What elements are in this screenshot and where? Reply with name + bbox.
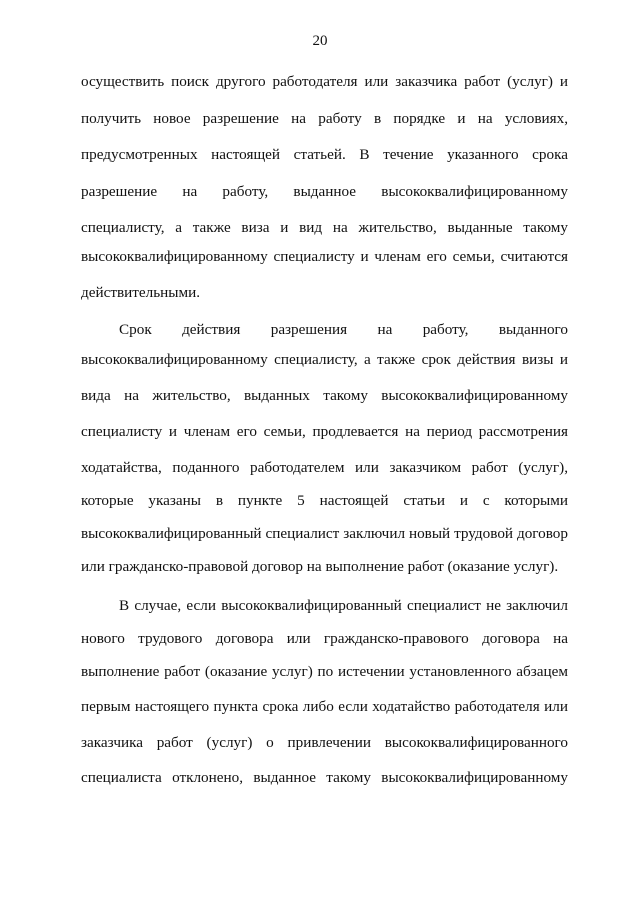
text-line: специалисту и членам его семьи, продлевается на период рассмотрения (81, 423, 568, 440)
text-line: нового трудового договора или гражданско-правового договора на (81, 630, 568, 647)
text-line: заказчика работ (услуг) о привлечении высококвалифицированного (81, 734, 568, 751)
text-line: специалисту, а также виза и вид на жительство, выданные такому (81, 219, 568, 236)
text-line: предусмотренных настоящей статьей. В течение указанного срока (81, 146, 568, 163)
text-line: получить новое разрешение на работу в порядке и на условиях, (81, 110, 568, 127)
text-line: первым настоящего пункта срока либо если ходатайство работодателя или (81, 698, 568, 715)
text-line: которые указаны в пункте 5 настоящей статьи и с которыми (81, 492, 568, 509)
text-line: высококвалифицированный специалист заключил новый трудовой договор (81, 525, 568, 542)
text-line: осуществить поиск другого работодателя или заказчика работ (услуг) и (81, 73, 568, 90)
text-line: выполнение работ (оказание услуг) по истечении установленного абзацем (81, 663, 568, 680)
text-line: высококвалифицированному специалисту, а также срок действия визы и (81, 351, 568, 368)
text-line: В случае, если высококвалифицированный специалист не заключил (119, 597, 568, 614)
text-line: Срок действия разрешения на работу, выданного (119, 321, 568, 338)
text-line: действительными. (81, 284, 201, 301)
text-line: специалиста отклонено, выданное такому высококвалифицированному (81, 769, 568, 786)
text-line: разрешение на работу, выданное высококвалифицированному (81, 183, 568, 200)
text-line: ходатайства, поданного работодателем или заказчиком работ (услуг), (81, 459, 568, 476)
text-line: вида на жительство, выданных такому высококвалифицированному (81, 387, 568, 404)
page-number: 20 (312, 33, 328, 49)
text-line: высококвалифицированному специалисту и членам его семьи, считаются (81, 248, 568, 265)
text-line: или гражданско-правовой договор на выполнение работ (оказание услуг). (81, 558, 559, 575)
